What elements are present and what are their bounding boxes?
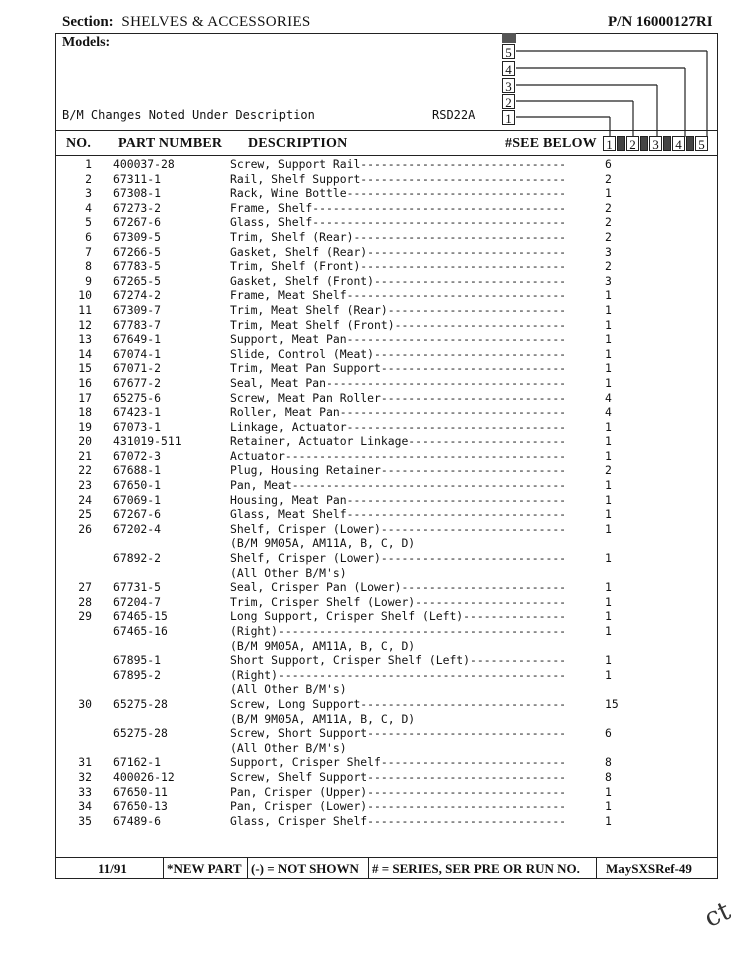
row-part-number: 67202-4 <box>113 521 162 536</box>
footer-divider-4 <box>596 857 597 879</box>
row-quantity: 8 <box>605 755 612 770</box>
row-description: Screw, Meat Pan Roller--------------------------- <box>230 390 567 405</box>
row-part-number: 67731-5 <box>113 580 162 595</box>
row-quantity: 2 <box>605 171 612 186</box>
row-number: 33 <box>78 784 92 799</box>
table-row <box>0 682 750 697</box>
row-part-number: 65275-6 <box>113 390 162 405</box>
series-col-shade-2 <box>640 136 648 151</box>
row-quantity: 3 <box>605 273 612 288</box>
series-box-3: 3 <box>502 78 515 93</box>
series-box-4: 4 <box>502 61 515 76</box>
table-row <box>0 697 750 712</box>
table-row <box>0 332 750 347</box>
row-description: Plug, Housing Retainer--------------------------- <box>230 463 567 478</box>
row-part-number: 67071-2 <box>113 361 162 376</box>
models-label: Models: <box>62 35 111 50</box>
row-number: 15 <box>78 361 92 376</box>
handwritten-initials: ct <box>699 896 736 934</box>
table-row <box>0 420 750 435</box>
row-part-number: 67650-11 <box>113 784 168 799</box>
bm-changes-note: B/M Changes Noted Under Description <box>62 108 315 122</box>
row-description: Rack, Wine Bottle-------------------------------- <box>230 186 567 201</box>
row-number: 4 <box>85 200 92 215</box>
row-number: 25 <box>78 507 92 522</box>
table-row <box>0 463 750 478</box>
table-row <box>0 478 750 493</box>
row-description: (B/M 9M05A, AM11A, B, C, D) <box>230 711 416 726</box>
table-row <box>0 230 750 245</box>
table-row <box>0 609 750 624</box>
row-number: 32 <box>78 769 92 784</box>
table-row <box>0 770 750 785</box>
row-number: 13 <box>78 332 92 347</box>
row-description: (B/M 9M05A, AM11A, B, C, D) <box>230 536 416 551</box>
row-part-number: 67783-5 <box>113 259 162 274</box>
table-row <box>0 391 750 406</box>
row-description: Seal, Meat Pan----------------------------------- <box>230 375 567 390</box>
series-box-1: 1 <box>502 110 515 125</box>
row-part-number: 67465-16 <box>113 624 168 638</box>
row-description: Screw, Short Support----------------------------- <box>230 726 567 741</box>
row-quantity: 6 <box>605 726 612 741</box>
row-part-number: 67274-2 <box>113 288 162 303</box>
row-part-number: 67423-1 <box>113 405 162 420</box>
row-part-number: 67649-1 <box>113 332 162 347</box>
row-part-number: 65275-28 <box>113 726 168 741</box>
row-number: 27 <box>78 580 92 595</box>
series-col-4: 4 <box>672 136 685 151</box>
row-quantity: 1 <box>605 317 612 332</box>
parts-table <box>0 157 750 828</box>
row-quantity: 15 <box>605 696 619 711</box>
table-row <box>0 566 750 581</box>
series-box-5: 5 <box>502 44 515 59</box>
table-row <box>0 434 750 449</box>
row-part-number: 67074-1 <box>113 346 162 361</box>
series-col-shade-4 <box>686 136 694 151</box>
row-quantity: 1 <box>605 551 612 566</box>
series-col-2: 2 <box>626 136 639 151</box>
row-quantity: 8 <box>605 769 612 784</box>
col-see-below: #SEE BELOW <box>505 136 597 151</box>
row-part-number: 67677-2 <box>113 375 162 390</box>
footer-divider-2 <box>247 857 248 879</box>
row-part-number: 67489-6 <box>113 813 162 828</box>
row-quantity: 1 <box>605 302 612 317</box>
series-col-3: 3 <box>649 136 662 151</box>
footer-divider <box>55 857 718 858</box>
row-part-number: 67892-2 <box>113 551 162 566</box>
row-description: Seal, Crisper Pan (Lower)------------------------ <box>230 580 567 595</box>
table-row <box>0 493 750 508</box>
row-part-number: 67895-2 <box>113 667 162 682</box>
row-number: 35 <box>78 813 92 828</box>
row-part-number: 67265-5 <box>113 273 162 288</box>
row-number: 16 <box>78 375 92 390</box>
row-part-number: 67309-5 <box>113 229 162 244</box>
series-col-5: 5 <box>695 136 708 151</box>
row-description: Actuator----------------------------------------- <box>230 448 567 463</box>
footer-ref: MaySXSRef-49 <box>606 861 692 876</box>
row-part-number: 67650-1 <box>113 478 162 493</box>
row-part-number: 67688-1 <box>113 463 162 478</box>
row-description: Trim, Meat Pan Support--------------------------- <box>230 361 567 376</box>
row-quantity: 1 <box>605 332 612 347</box>
col-part-number: PART NUMBER <box>118 136 223 151</box>
row-description: Pan, Crisper (Lower)----------------------------- <box>230 799 567 814</box>
row-quantity: 1 <box>605 346 612 361</box>
row-description: Short Support, Crisper Shelf (Left)-------------- <box>230 653 567 668</box>
row-part-number: 67783-7 <box>113 317 162 332</box>
table-row <box>0 376 750 391</box>
row-description: Trim, Meat Shelf (Front)------------------------- <box>230 317 567 332</box>
row-number: 5 <box>85 215 92 230</box>
row-description: Screw, Shelf Support----------------------------- <box>230 769 567 784</box>
row-number: 18 <box>78 405 92 420</box>
row-description: Shelf, Crisper (Lower)--------------------------- <box>230 551 567 566</box>
row-number: 20 <box>78 434 92 449</box>
footer-new-part: *NEW PART <box>167 861 242 876</box>
row-number: 34 <box>78 799 92 814</box>
row-description: Frame, Meat Shelf-------------------------------- <box>230 288 567 303</box>
row-quantity: 1 <box>605 186 612 201</box>
row-quantity: 1 <box>605 434 612 449</box>
model-code: RSD22A <box>432 108 476 122</box>
row-quantity: 1 <box>605 375 612 390</box>
table-row <box>0 215 750 230</box>
table-row <box>0 507 750 522</box>
row-description: Pan, Meat---------------------------------------- <box>230 478 567 493</box>
row-quantity: 1 <box>605 521 612 536</box>
row-description: (All Other B/M's) <box>230 682 347 697</box>
table-row <box>0 405 750 420</box>
row-number: 26 <box>78 521 92 536</box>
row-number: 23 <box>78 478 92 493</box>
table-row <box>0 318 750 333</box>
row-number: 10 <box>78 288 92 303</box>
row-description: Gasket, Shelf (Front)---------------------------- <box>230 273 567 288</box>
row-part-number: 67266-5 <box>113 244 162 259</box>
row-quantity: 1 <box>605 667 612 682</box>
row-part-number: 67162-1 <box>113 755 162 770</box>
table-row <box>0 624 750 639</box>
row-part-number: 67308-1 <box>113 186 162 201</box>
table-row <box>0 712 750 727</box>
row-description: Trim, Shelf (Front)------------------------------ <box>230 259 567 274</box>
table-row <box>0 303 750 318</box>
row-quantity: 1 <box>605 478 612 493</box>
row-part-number: 67309-7 <box>113 302 162 317</box>
row-description: Slide, Control (Meat)---------------------------- <box>230 346 567 361</box>
row-quantity: 1 <box>605 653 612 668</box>
table-row <box>0 755 750 770</box>
row-part-number: 67311-1 <box>113 171 162 186</box>
row-quantity: 1 <box>605 492 612 507</box>
table-row <box>0 551 750 566</box>
row-quantity: 1 <box>605 288 612 303</box>
row-description: Glass, Meat Shelf-------------------------------- <box>230 507 567 522</box>
row-part-number: 67204-7 <box>113 594 162 609</box>
row-part-number: 65275-28 <box>113 696 168 711</box>
row-number: 21 <box>78 448 92 463</box>
row-quantity: 1 <box>605 448 612 463</box>
table-row <box>0 245 750 260</box>
footer-divider-3 <box>368 857 369 879</box>
row-description: Support, Crisper Shelf--------------------------- <box>230 755 567 770</box>
row-description: Screw, Long Support------------------------------ <box>230 696 567 711</box>
row-quantity: 1 <box>605 624 612 638</box>
footer-divider-1 <box>163 857 164 879</box>
table-row <box>0 726 750 741</box>
row-description: Pan, Crisper (Upper)----------------------------- <box>230 784 567 799</box>
row-number: 22 <box>78 463 92 478</box>
row-description: Roller, Meat Pan--------------------------------- <box>230 405 567 420</box>
row-part-number: 67267-6 <box>113 215 162 230</box>
row-number: 19 <box>78 419 92 434</box>
row-part-number: 67465-15 <box>113 609 168 624</box>
row-quantity: 1 <box>605 580 612 595</box>
footer-not-shown: (-) = NOT SHOWN <box>251 861 359 876</box>
series-box-2: 2 <box>502 94 515 109</box>
row-description: Screw, Support Rail------------------------------ <box>230 157 567 171</box>
row-part-number: 67072-3 <box>113 448 162 463</box>
row-quantity: 6 <box>605 157 612 171</box>
row-description: Retainer, Actuator Linkage----------------------- <box>230 434 567 449</box>
row-description: Rail, Shelf Support------------------------------ <box>230 171 567 186</box>
table-row <box>0 814 750 829</box>
row-quantity: 1 <box>605 361 612 376</box>
row-description: Long Support, Crisper Shelf (Left)--------------- <box>230 609 567 624</box>
row-description: (All Other B/M's) <box>230 740 347 755</box>
row-number: 31 <box>78 755 92 770</box>
row-part-number: 67273-2 <box>113 200 162 215</box>
row-number: 9 <box>85 273 92 288</box>
table-row <box>0 288 750 303</box>
row-quantity: 1 <box>605 813 612 828</box>
row-description: Trim, Meat Shelf (Rear)-------------------------- <box>230 302 567 317</box>
row-number: 3 <box>85 186 92 201</box>
row-description: Frame, Shelf------------------------------------- <box>230 200 567 215</box>
row-number: 24 <box>78 492 92 507</box>
row-part-number: 67650-13 <box>113 799 168 814</box>
table-row <box>0 449 750 464</box>
table-row <box>0 259 750 274</box>
row-description: (Right)------------------------------------------ <box>230 624 567 638</box>
footer-series: # = SERIES, SER PRE OR RUN NO. <box>372 861 580 876</box>
row-quantity: 4 <box>605 390 612 405</box>
table-row <box>0 522 750 537</box>
row-description: (B/M 9M05A, AM11A, B, C, D) <box>230 638 416 653</box>
row-quantity: 3 <box>605 244 612 259</box>
table-row <box>0 186 750 201</box>
table-row <box>0 799 750 814</box>
section-label: Section: <box>62 14 114 30</box>
row-quantity: 2 <box>605 229 612 244</box>
table-row <box>0 653 750 668</box>
row-number: 17 <box>78 390 92 405</box>
row-part-number: 431019-511 <box>113 434 182 449</box>
row-description: Trim, Crisper Shelf (Lower)---------------------- <box>230 594 567 609</box>
row-description: Linkage, Actuator-------------------------------- <box>230 419 567 434</box>
table-row <box>0 668 750 683</box>
series-col-shade-1 <box>617 136 625 151</box>
row-number: 12 <box>78 317 92 332</box>
row-number: 8 <box>85 259 92 274</box>
row-description: (Right)------------------------------------------ <box>230 667 567 682</box>
row-number: 29 <box>78 609 92 624</box>
series-col-shade-3 <box>663 136 671 151</box>
row-description: Trim, Shelf (Rear)------------------------------- <box>230 229 567 244</box>
col-no: NO. <box>66 136 92 151</box>
section-title <box>62 14 311 31</box>
row-quantity: 1 <box>605 609 612 624</box>
table-row <box>0 157 750 172</box>
row-quantity: 2 <box>605 463 612 478</box>
row-number: 2 <box>85 171 92 186</box>
row-description: Shelf, Crisper (Lower)--------------------------- <box>230 521 567 536</box>
table-row <box>0 274 750 289</box>
table-row <box>0 595 750 610</box>
row-quantity: 4 <box>605 405 612 420</box>
row-part-number: 67895-1 <box>113 653 162 668</box>
table-row <box>0 172 750 187</box>
header-divider <box>55 130 718 131</box>
table-row <box>0 347 750 362</box>
row-description: Gasket, Shelf (Rear)----------------------------- <box>230 244 567 259</box>
table-row <box>0 361 750 376</box>
row-part-number: 67073-1 <box>113 419 162 434</box>
table-row <box>0 639 750 654</box>
table-row <box>0 201 750 216</box>
row-description: Glass, Shelf------------------------------------- <box>230 215 567 230</box>
row-number: 7 <box>85 244 92 259</box>
row-part-number: 400037-28 <box>113 157 175 171</box>
row-description: Glass, Crisper Shelf----------------------------- <box>230 813 567 828</box>
table-row <box>0 580 750 595</box>
footer-date: 11/91 <box>98 861 127 876</box>
row-number: 28 <box>78 594 92 609</box>
part-number: P/N 16000127RI <box>608 14 713 30</box>
row-description: Housing, Meat Pan-------------------------------- <box>230 492 567 507</box>
row-quantity: 1 <box>605 594 612 609</box>
row-number: 30 <box>78 696 92 711</box>
table-row <box>0 785 750 800</box>
row-quantity: 1 <box>605 799 612 814</box>
row-quantity: 2 <box>605 200 612 215</box>
row-part-number: 67069-1 <box>113 492 162 507</box>
row-number: 14 <box>78 346 92 361</box>
column-header-divider <box>55 155 718 156</box>
row-quantity: 1 <box>605 507 612 522</box>
row-quantity: 2 <box>605 259 612 274</box>
table-row <box>0 741 750 756</box>
row-quantity: 2 <box>605 215 612 230</box>
row-quantity: 1 <box>605 784 612 799</box>
row-description: (All Other B/M's) <box>230 565 347 580</box>
row-number: 11 <box>78 302 92 317</box>
section-value: SHELVES & ACCESSORIES <box>121 14 311 30</box>
row-description: Support, Meat Pan-------------------------------- <box>230 332 567 347</box>
series-col-1: 1 <box>603 136 616 151</box>
row-part-number: 400026-12 <box>113 769 175 784</box>
row-quantity: 1 <box>605 419 612 434</box>
row-number: 1 <box>85 157 92 171</box>
table-row <box>0 536 750 551</box>
col-description: DESCRIPTION <box>248 136 348 151</box>
row-part-number: 67267-6 <box>113 507 162 522</box>
row-number: 6 <box>85 229 92 244</box>
